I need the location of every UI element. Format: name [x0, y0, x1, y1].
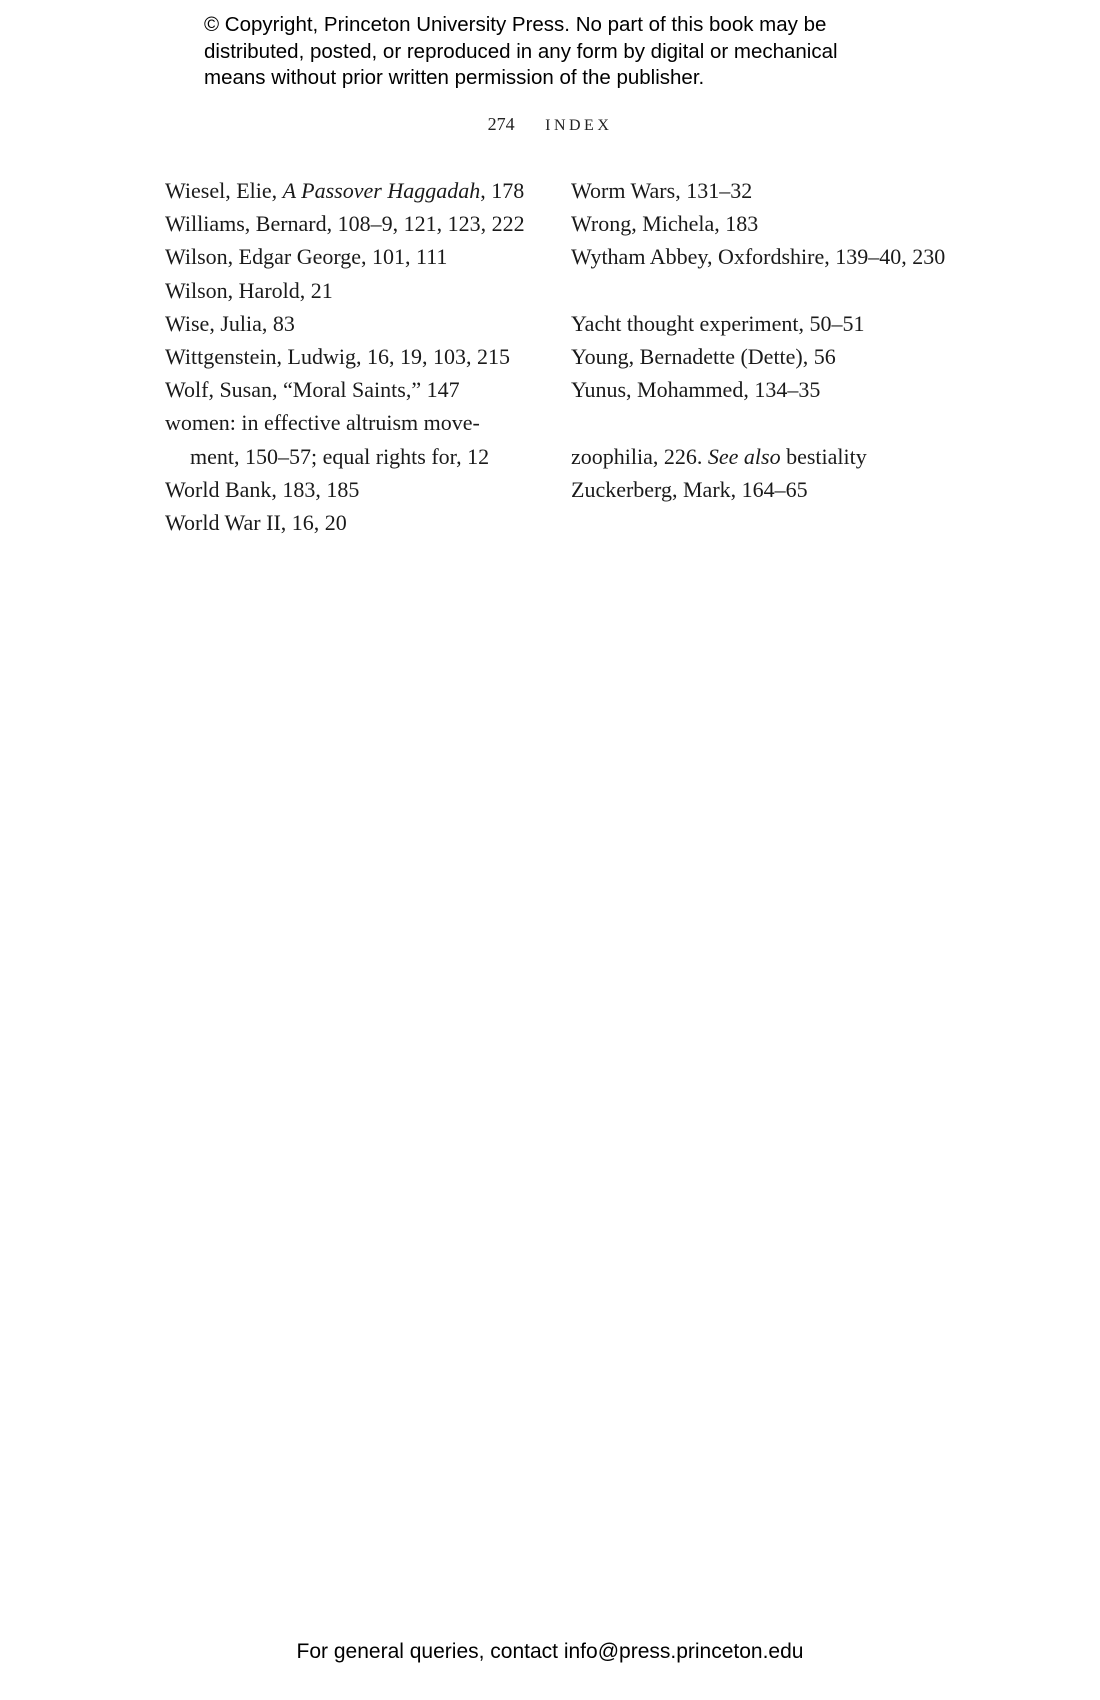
- footer-contact: For general queries, contact info@press.princeton.edu: [296, 1640, 804, 1663]
- index-entry: zoophilia, 226. See also bestiality: [571, 443, 867, 469]
- index-entry: Wilson, Harold, 21: [165, 277, 333, 303]
- index-entry: Zuckerberg, Mark, 164–65: [571, 476, 808, 502]
- index-entry: World Bank, 183, 185: [165, 476, 360, 502]
- index-entry: Worm Wars, 131–32: [571, 178, 753, 203]
- index-column-left: [165, 174, 555, 539]
- index-column-right: [571, 174, 971, 506]
- index-entry: Wolf, Susan, “Moral Saints,” 147: [165, 377, 460, 403]
- section-title: INDEX: [545, 117, 613, 134]
- copyright-notice: [204, 12, 924, 92]
- index-entry: Wytham Abbey, Oxfordshire, 139–40, 230: [571, 244, 946, 270]
- copyright-line: means without prior written permission of the publisher.: [204, 66, 705, 89]
- index-entry: Yacht thought experiment, 50–51: [571, 310, 865, 336]
- index-entry: Wrong, Michela, 183: [571, 211, 759, 237]
- index-entry: Wise, Julia, 83: [165, 310, 295, 336]
- copyright-line: © Copyright, Princeton University Press. No part of this book may be: [204, 13, 827, 36]
- running-head: [0, 114, 1100, 135]
- index-entry: Yunus, Mohammed, 134–35: [571, 377, 821, 403]
- index-entry: Wittgenstein, Ludwig, 16, 19, 103, 215: [165, 344, 510, 370]
- index-entry: Wiesel, Elie, A Passover Haggadah, 178: [165, 178, 525, 203]
- index-entry: women: in effective altruism move-ment, 150–57; equal rights for, 12: [165, 410, 490, 469]
- copyright-line: distributed, posted, or reproduced in any form by digital or mechanical: [204, 39, 838, 63]
- index-entry: Williams, Bernard, 108–9, 121, 123, 222: [165, 211, 525, 237]
- index-entry: World War II, 16, 20: [165, 510, 347, 536]
- letter-gap: [571, 274, 971, 307]
- index-entry: Young, Bernadette (Dette), 56: [571, 344, 836, 369]
- letter-gap: [571, 406, 971, 439]
- index-entry: Wilson, Edgar George, 101, 111: [165, 244, 448, 270]
- page-number: 274: [487, 114, 515, 134]
